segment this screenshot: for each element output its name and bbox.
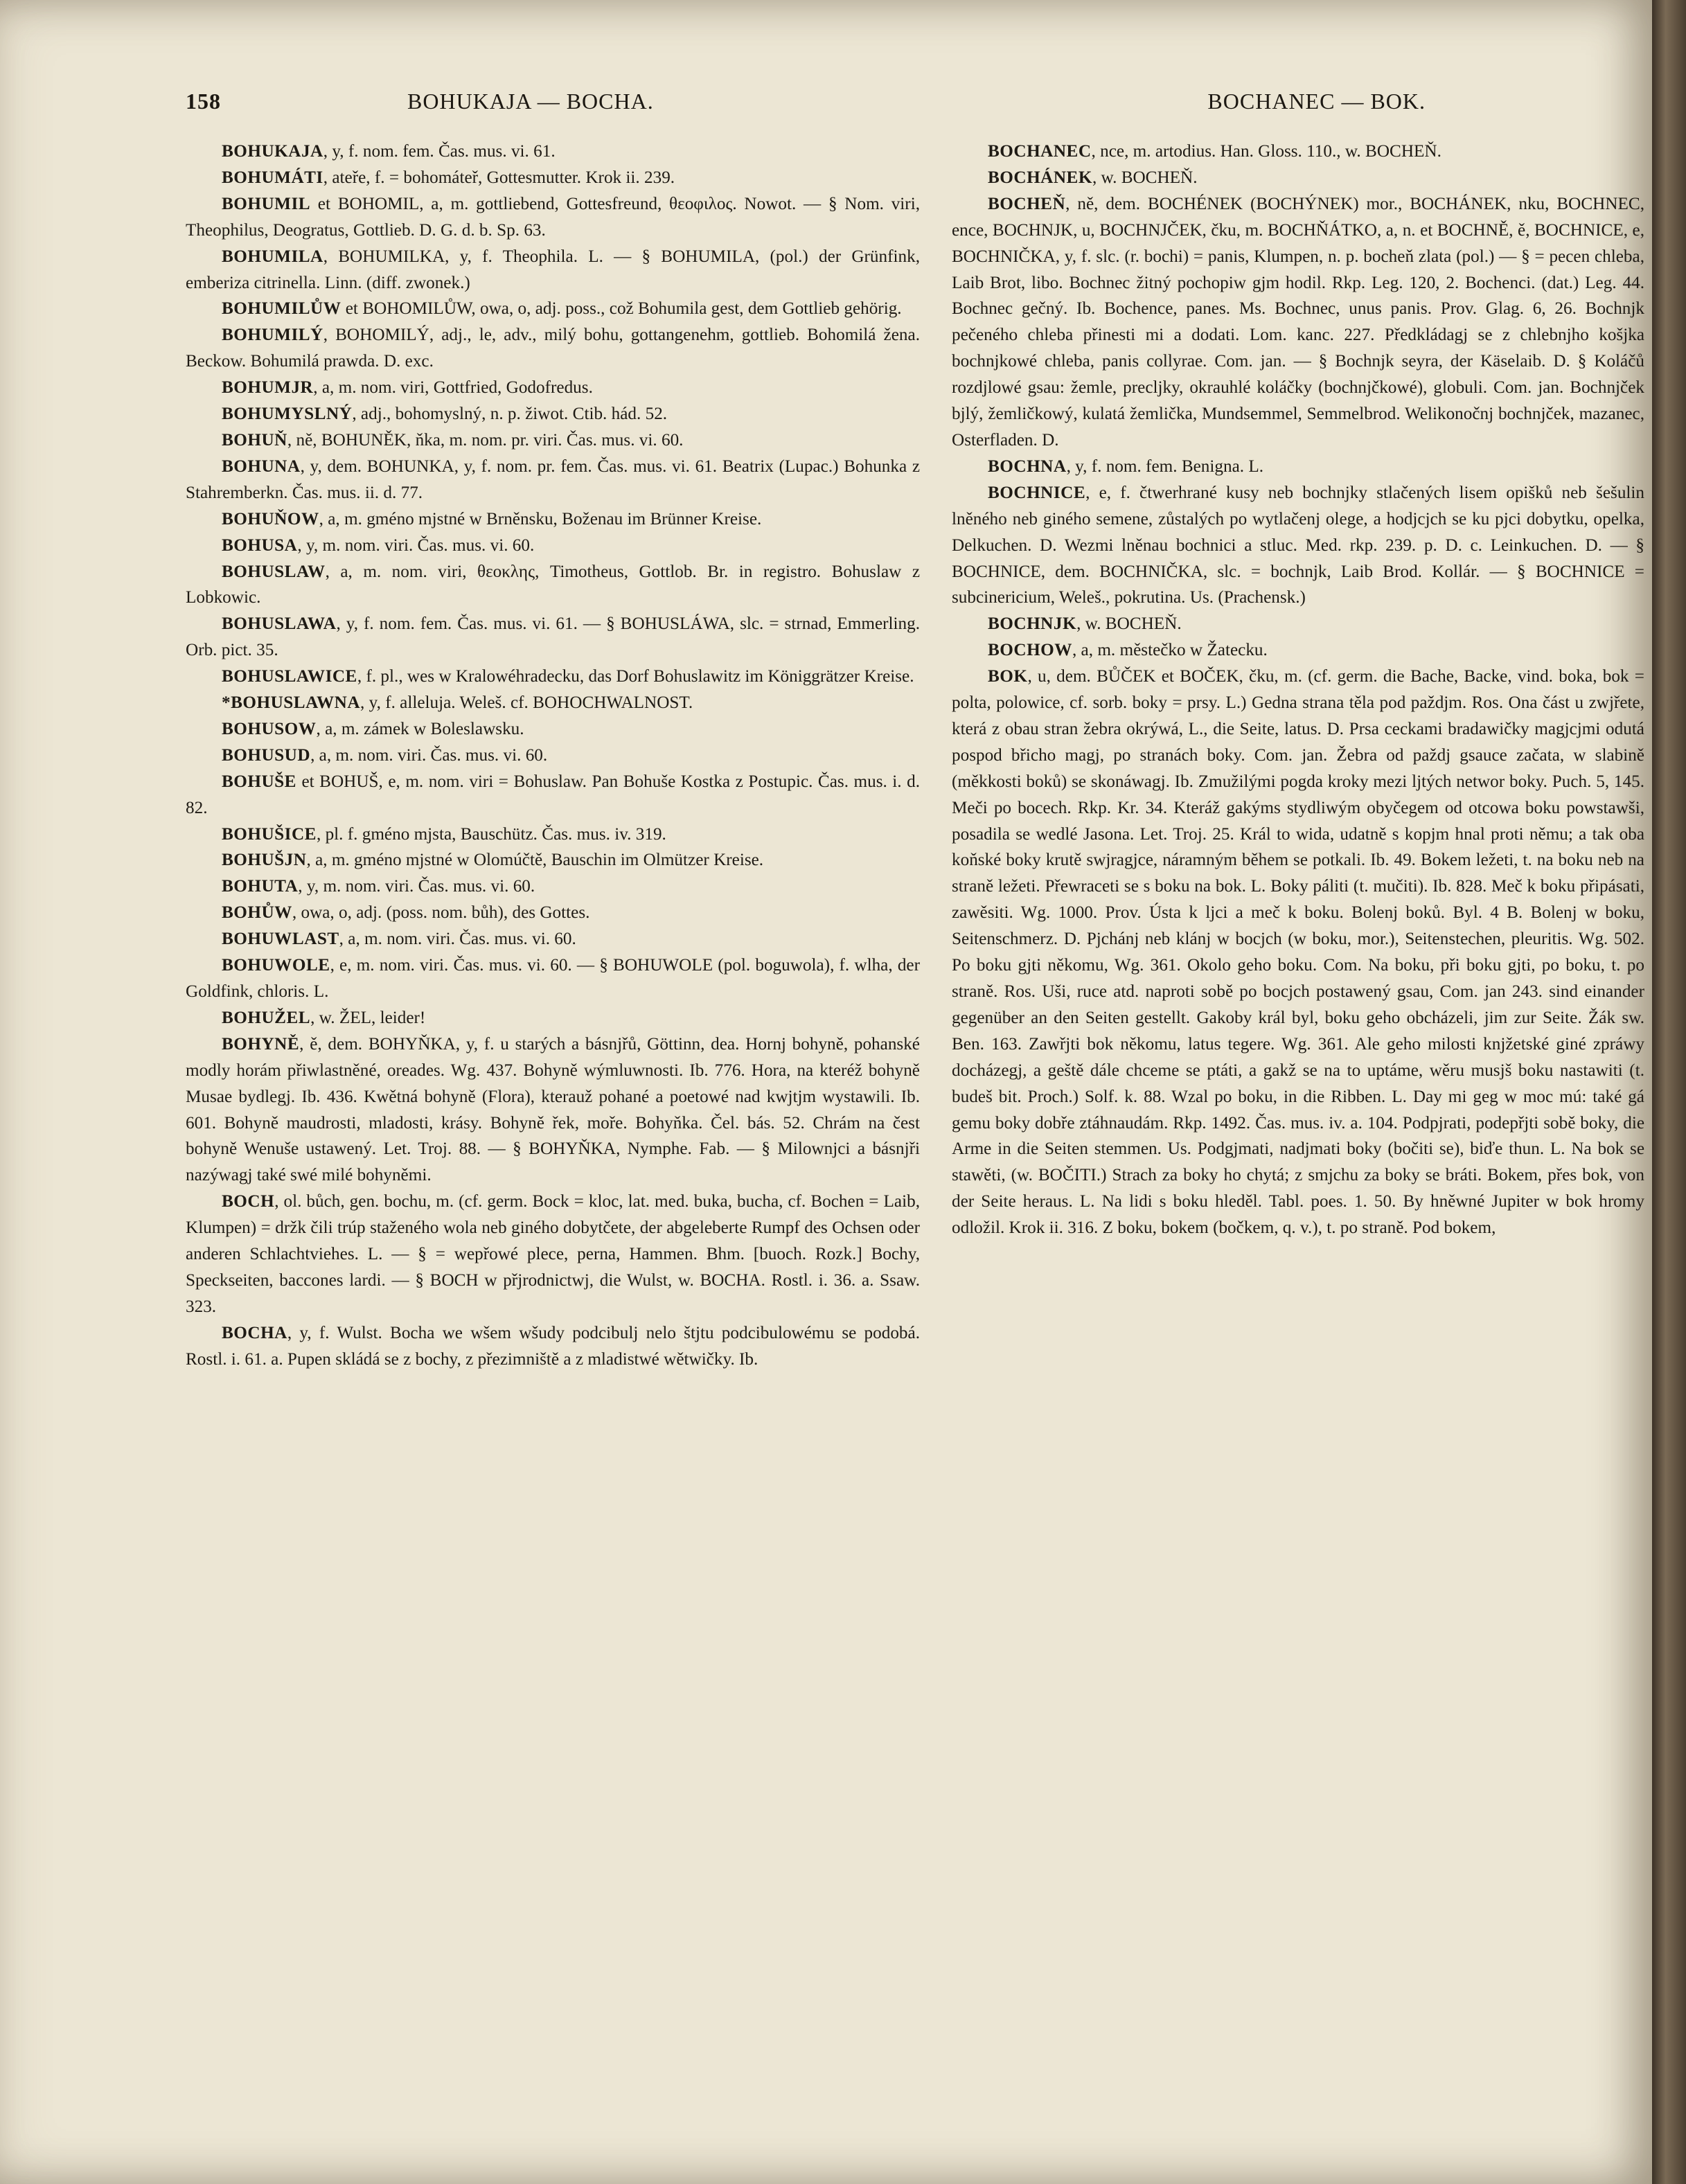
dictionary-entry [186,1320,920,1373]
entry-definition: , adj., bohomyslný, n. p. žiwot. Ctib. hád. 52. [352,405,668,424]
entry-definition: , a, m. nom. viri, Gottfried, Godofredus. [313,378,593,398]
entry-definition: , u, dem. BŮČEK et BOČEK, čku, m. (cf. germ. die Bache, Backe, vind. boka, bok = polta, polowice, cf. sorb. boky = prsy. L.) Gedna strana těla pod paždjm. Ros. Ona část u zwjřete, která z obau stran žebra okrýwá, L., die Seite, latus. D. Prsa ceckami bradawičky magjcjmi odutá pospod břicho magj, po stranách boky. Com. jan. Žebra od paždj gsauce začata, w slabině (měkkosti boků) se skonáwagj. Ib. Zmužilými pogda kroky mezi ljtých networ boky. Puch. 5, 145. Meči po bocech. Rkp. Kr. 34. Kteráž gakýms stydliwým obyčegem od otcowa boku powstawši, posadila se wedlé Jasona. Let. Troj. 25. Král to wida, udatně s kopjm hnal proti němu; a tak oba koňské boky krutě swjragjce, náramným během se potkali. Ib. 49. Bokem ležeti, t. na boku neb na straně ležeti. Přewraceti se s boku na bok. L. Boky páliti (t. mučiti). Ib. 828. Meč k boku připásati, zawěsiti. Wg. 1000. Prov. Ústa k ljci a meč k boku. Bolenj boků. Byl. 4 B. Bolenj w boku, Seitenschmerz. D. Pjchánj neb klánj w bocjch (w boku, mor.), Seitenstechen, pleuritis. Wg. 502. Po boku gjti někomu, Wg. 361. Okolo geho boku. Com. Na boku, při boku gjti, po boku, t. po straně. Ros. Uši, ruce atd. naproti sobě po bocjch postawený gsau, Com. jan 243. sind einander gegenüber an den Seiten gestellt. Gakoby král byl, boku geho obcházeli, jim zur Seite. Žák sw. Ben. 163. Zawřjti bok někomu, latus tegere. Wg. 361. Ale geho milosti knjžetské giné zpráwy docházegj, a geště dále chceme se ptáti, a gakž se na to uptáme, wěru musjš boku nastawiti (t. budeš bit. Proch.) Solf. k. 88. Wzal po boku, in die Ribben. L. Day mi geg w moc mú: také gá gemu boky dobře ztáhnaudám. Rkp. 1492. Čas. mus. iv. a. 104. Podpjrati, podepřjti sobě boky, die Arme in die Seiten stemmen. Us. Podgjmati, nadjmati boky (bočiti se), biďe thun. L. Na bok se stawěti, (w. BOČITI.) Strach za boky ho chytá; z smjchu za boky se bráti. Bokem, přes bok, von der Seite heraus. L. Na lidi s boku hleděl. Tabl. poes. 1. 50. By hněwné Jupiter w bok hromy odložil. Krok ii. 316. Z boku, bokem (bočkem, q. v.), t. po straně. Pod bokem, [952,667,1644,1238]
entry-definition: et BOHOMIL, a, m. gottliebend, Gottesfreund, θεοφιλος. Nowot. — § Nom. viri, Theophilus, Deogratus, Gottlieb. D. G. d. b. Sp. 63. [186,194,920,240]
entry-headword: BOCHANEC [988,142,1092,161]
entry-definition: et BOHOMILŮW, owa, o, adj. poss., což Bohumila gest, dem Gottlieb gehörig. [341,299,902,319]
running-head [186,89,1426,130]
dictionary-entry [952,611,1644,637]
entry-headword: BOCHOW [988,641,1072,660]
dictionary-entry [186,506,920,533]
dictionary-entry [186,559,920,612]
entry-definition: , a, m. městečko w Žatecku. [1072,641,1268,660]
entry-headword: BOCH [222,1192,275,1211]
entry-definition: , y, f. alleluja. Weleš. cf. BOHOCHWALNOST. [360,693,693,713]
entry-definition: , e, m. nom. viri. Čas. mus. vi. 60. — § BOHUWOLE (pol. boguwola), f. wlha, der Goldfink, chloris. L. [186,956,920,1001]
entry-headword: *BOHUSLAWNA [222,693,361,713]
entry-definition: , ol. bůch, gen. bochu, m. (cf. germ. Bock = kloc, lat. med. buka, bucha, cf. Bochen = Laib, Klumpen) = držk čili trúp staženého wola neb giného dobytčete, der abgeleberte Rumpf des Ochsen oder anderen Schlachtviehes. L. — § = wepřowé plece, perna, Hammen. Bhm. [buoch. Rozk.] Bochy, Speckseiten, baccones lardi. — § BOCH w přjrodnictwj, die Wulst, w. BOCHA. Rostl. i. 36. a. Ssaw. 323. [186,1192,920,1316]
dictionary-entry [186,900,920,926]
entry-definition: et BOHUŠ, e, m. nom. viri = Bohuslaw. Pan Bohuše Kostka z Postupic. Čas. mus. i. d. 82. [186,772,920,817]
entry-headword: BOHUŠJN [222,851,307,870]
entry-definition: , w. BOCHEŇ. [1076,614,1182,634]
entry-definition: , nce, m. artodius. Han. Gloss. 110., w. BOCHEŇ. [1091,142,1441,161]
entry-headword: BOHUMIL [222,194,311,213]
entry-headword: BOHŮW [222,903,292,923]
entry-headword: BOHUMILÝ [222,326,323,345]
page-number: 158 [186,89,221,114]
entry-definition: , owa, o, adj. (poss. nom. bůh), des Gottes. [292,903,590,923]
entry-definition: , ně, BOHUNĚK, ňka, m. nom. pr. viri. Čas. mus. vi. 60. [287,430,684,450]
dictionary-entry [186,1031,920,1189]
entry-definition: , pl. f. gméno mjsta, Bauschütz. Čas. mus. iv. 319. [316,824,666,844]
entry-definition: , a, m. gméno mjstné w Olomúčtě, Bauschin im Olmützer Kreise. [306,851,764,870]
entry-headword: BOHUKAJA [222,142,323,161]
entry-definition: , y, f. nom. fem. Čas. mus. vi. 61. — § BOHUSLÁWA, slc. = strnad, Emmerling. Orb. pict. 35. [186,614,920,660]
entry-definition: , f. pl., wes w Kralowéhradecku, das Dorf Bohuslawitz im Königgrätzer Kreise. [357,667,914,686]
dictionary-entry [952,480,1644,612]
dictionary-entry [186,296,920,322]
book-edge-shadow [1652,0,1686,2184]
entry-definition: , a, m. nom. viri, θεοκλης, Timotheus, Gottlob. Br. in registro. Bohuslaw z Lobkowic. [186,562,920,607]
entry-definition: , y, f. nom. fem. Benigna. L. [1066,456,1264,476]
entry-headword: BOHUSUD [222,745,311,765]
dictionary-entry [952,664,1644,1241]
entry-headword: BOCHÁNEK [988,168,1092,187]
entry-definition: , a, m. zámek w Boleslawsku. [316,719,524,738]
entry-headword: BOHUSOW [222,719,317,738]
dictionary-entry [186,322,920,375]
entry-definition: , ně, dem. BOCHÉNEK (BOCHÝNEK) mor., BOCHÁNEK, nku, BOCHNEC, ence, BOCHNJK, u, BOCHNJČEK, čku, m. BOCHŇÁTKO, a, n. et BOCHNĚ, ě, BOCHNICE, e, BOCHNIČKA, y, f. slc. (r. bochi) = panis, Klumpen, n. p. bocheň zlata (pol.) — § = pecen chleba, Laib Brot, libo. Bochnec žitný pochopiw gjm hodil. Rkp. Leg. 120, 2. Bochenci. (dat.) Leg. 44. Bochnec gečný. Ib. Bochence, panes. Ms. Bochnec, unus panis. Prov. Glag. 6, 26. Bochnjk pečeného chleba přinesti mi a dodati. Lom. kanc. 227. Předkládagj se z chlebnjho košjka bochnjkowé chleba, panis collyrae. Com. jan. — § Bochnjk seyra, der Käselaib. D. § Koláčů rozdjlowé gsau: žemle, preclјky, okrauhlé koláčky (bochnjčkowé), globuli. Com. jan. Bochnjček bjlý, žemličkowý, kulatá žemlička, Mundsemmel, Semmelbrod. Welikonočnj bochnjček, mazanec, Osterfladen. D. [952,194,1644,450]
entry-definition: , a, m. nom. viri. Čas. mus. vi. 60. [339,930,576,949]
entry-headword: BOHUSLAW [222,562,326,581]
entry-definition: , BOHUMILKA, y, f. Theophila. L. — § BOHUMILA, (pol.) der Grünfink, emberiza citrinella. Linn. (diff. zwonek.) [186,247,920,292]
entry-definition: , w. ŽEL, leider! [310,1008,426,1027]
entry-definition: , y, m. nom. viri. Čas. mus. vi. 60. [297,535,535,555]
entry-headword: BOHUŇOW [222,509,319,529]
entry-headword: BOHUMYSLNÝ [222,405,353,424]
dictionary-entry [186,191,920,244]
dictionary-entry [186,1189,920,1320]
dictionary-entry [186,375,920,401]
dictionary-entry [186,139,920,165]
entry-definition: , ateře, f. = bohomáteř, Gottesmutter. Krok ii. 239. [323,168,675,187]
entry-headword: BOHUNA [222,456,301,476]
entry-definition: , y, f. nom. fem. Čas. mus. vi. 61. [323,142,556,161]
entry-headword: BOHUWLAST [222,930,339,949]
dictionary-entry [186,244,920,296]
dictionary-entry [186,427,920,454]
entry-headword: BOCHNICE [988,483,1086,502]
entry-headword: BOCHNJK [988,614,1077,634]
right-running-head: BOCHANEC — BOK. [1207,89,1426,114]
dictionary-entry [952,454,1644,480]
entry-definition: , a, m. gméno mjstné w Brněnsku, Boženau im Brünner Kreise. [319,509,762,529]
entry-definition: , ě, dem. BOHYŇKA, y, f. u starých a básnjřů, Göttinn, dea. Hornj bohyně, pohanské modly horám přiwlastněné, oreades. Wg. 437. Bohyně wýmluwnosti. Ib. 776. Hora, na kteréž bohyně Musae bydlegj. Ib. 436. Kwětná bohyně (Flora), kterauž pohané a poetowé nad kwjtjm wystawili. Ib. 601. Bohyně maudrosti, mladosti, krásy. Bohyně řek, moře. Bohyňka. Čel. bás. 52. Chrám na čest bohyně Wenuše ustawený. Let. Troj. 88. — § BOHYŇKA, Nymphe. Fab. — § Milownjci a básnjři nazýwagj také swé milé bohyněmi. [186,1034,920,1185]
dictionary-entry [186,690,920,716]
dictionary-entry [186,822,920,848]
dictionary-entry [186,533,920,559]
entry-headword: BOHUSLAWICE [222,667,357,686]
dictionary-entry [952,637,1644,664]
dictionary-entry [186,611,920,664]
entry-headword: BOCHNA [988,456,1067,476]
dictionary-entry [186,769,920,822]
dictionary-entry [186,716,920,743]
dictionary-entry [186,165,920,191]
dictionary-entry [952,191,1644,454]
entry-definition: , y, m. nom. viri. Čas. mus. vi. 60. [298,877,535,896]
entry-headword: BOHUWOLE [222,956,330,975]
dictionary-entry [186,873,920,900]
right-column [952,139,1644,2161]
entry-definition: , a, m. nom. viri. Čas. mus. vi. 60. [310,745,548,765]
dictionary-entry [186,926,920,952]
entry-headword: BOHUŠICE [222,824,317,844]
dictionary-entry [186,952,920,1005]
dictionary-entry [952,165,1644,191]
entry-definition: , y, f. Wulst. Bocha we wšem wšudy podcibulj nelo štjtu podcibulowému se podobá. Rostl. i. 61. a. Pupen skládá se z bochy, z přezimniště a z mladistwé wětwičky. Ib. [186,1323,920,1369]
entry-headword: BOCHA [222,1323,287,1342]
dictionary-entry [186,847,920,873]
entry-headword: BOHUMÁTI [222,168,323,187]
dictionary-entry [186,401,920,427]
entry-headword: BOHUŽEL [222,1008,311,1027]
entry-headword: BOHUMILŮW [222,299,341,319]
entry-definition: , e, f. čtwerhrané kusy neb bochnjky stlačených lisem opišků neb šešulin lněného neb giného semene, zůstalých po wytlačenj olege, a hodjcjch se ku pjci dobytku, opelka, Delkuchen. D. Wezmi lněnau bochnici a stluc. Med. rkp. 239. p. D. c. Leinkuchen. D. — § BOCHNICE, dem. BOCHNIČKA, slc. = bochnjk, Laib Brod. Kollár. — § BOCHNICE = subcinericium, Weleš., pokrutina. Us. (Prachensk.) [952,483,1644,607]
entry-headword: BOCHEŇ [988,194,1066,213]
entry-definition: , y, dem. BOHUNKA, y, f. nom. pr. fem. Čas. mus. vi. 61. Beatrix (Lupac.) Bohunka z Stahremberkn. Čas. mus. ii. d. 77. [186,456,920,502]
dictionary-entry [952,139,1644,165]
dictionary-entry [186,743,920,769]
entry-headword: BOHUMILA [222,247,323,266]
entry-headword: BOHUTA [222,877,299,896]
entry-headword: BOHUMJR [222,378,314,398]
entry-headword: BOHUSA [222,535,298,555]
entry-headword: BOHUSLAWA [222,614,337,634]
entry-definition: , BOHOMILÝ, adj., le, adv., milý bohu, gottangenehm, gottlieb. Bohomilá žena. Beckow. Bohumilá prawda. D. exc. [186,326,920,371]
left-column [186,139,920,2161]
entry-definition: , w. BOCHEŇ. [1092,168,1198,187]
dictionary-entry [186,454,920,506]
entry-headword: BOK [988,667,1028,686]
entry-headword: BOHYNĚ [222,1034,300,1054]
dictionary-entry [186,664,920,690]
dictionary-entry [186,1005,920,1031]
entry-headword: BOHUŇ [222,430,287,450]
left-running-head: BOHUKAJA — BOCHA. [407,89,654,114]
entry-headword: BOHUŠE [222,772,296,791]
